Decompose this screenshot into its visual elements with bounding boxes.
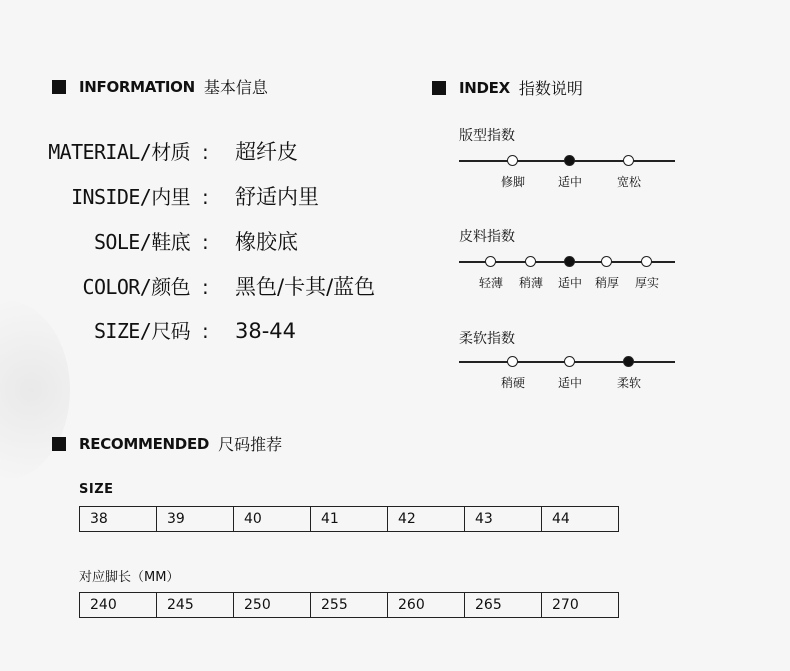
info-row-inside	[0, 182, 420, 212]
fit-index-scale	[459, 151, 675, 187]
index-heading	[432, 76, 583, 99]
scale-dot	[623, 356, 634, 367]
recommended-heading	[52, 432, 282, 455]
scale-dot	[564, 155, 575, 166]
size-table	[79, 506, 619, 532]
size-cell: 40	[234, 507, 311, 532]
information-heading-en: INFORMATION	[79, 77, 195, 96]
leather-index-title: 皮料指数	[459, 229, 515, 245]
scale-dot	[623, 155, 634, 166]
info-value: 橡胶底	[235, 230, 298, 254]
fit-index-title: 版型指数	[459, 128, 515, 144]
square-bullet-icon	[52, 80, 66, 94]
scale-dot	[564, 356, 575, 367]
info-value: 舒适内里	[235, 185, 319, 209]
softness-index-scale	[459, 352, 675, 388]
info-value: 黑色/卡其/蓝色	[235, 275, 376, 299]
scale-dot	[507, 155, 518, 166]
foot-length-cell: 260	[388, 593, 465, 618]
scale-dot	[507, 356, 518, 367]
foot-length-cell: 265	[465, 593, 542, 618]
info-colon: :	[202, 230, 209, 254]
size-cell: 39	[157, 507, 234, 532]
square-bullet-icon	[52, 437, 66, 451]
scale-label: 轻薄	[478, 276, 503, 290]
information-heading-cn: 基本信息	[203, 78, 268, 97]
scale-dot	[525, 256, 536, 267]
information-heading	[52, 75, 268, 98]
info-value: 38-44	[235, 319, 297, 343]
info-row-size	[0, 316, 420, 346]
info-value: 超纤皮	[235, 140, 298, 164]
foot-length-cell: 240	[80, 593, 157, 618]
scale-label: 宽松	[616, 175, 641, 189]
index-heading-en: INDEX	[459, 78, 510, 97]
size-cell: 42	[388, 507, 465, 532]
square-bullet-icon	[432, 81, 446, 95]
foot-length-title: 对应脚长（MM）	[79, 570, 180, 585]
leather-index-scale	[459, 252, 675, 288]
info-row-sole	[0, 227, 420, 257]
size-table-title: SIZE	[79, 482, 114, 497]
scale-label: 适中	[557, 175, 582, 189]
scale-label: 稍硬	[500, 376, 525, 390]
scale-label: 适中	[557, 376, 582, 390]
size-cell: 43	[465, 507, 542, 532]
scale-dot	[564, 256, 575, 267]
info-colon: :	[202, 275, 209, 299]
scale-label: 柔软	[616, 376, 641, 390]
scale-label: 稍厚	[594, 276, 619, 290]
size-cell: 41	[311, 507, 388, 532]
foot-length-cell: 255	[311, 593, 388, 618]
info-colon: :	[202, 319, 209, 343]
info-colon: :	[202, 140, 209, 164]
table-row	[80, 507, 619, 532]
info-label: SIZE/尺码	[93, 319, 190, 343]
info-label: COLOR/颜色	[82, 275, 190, 299]
size-cell: 38	[80, 507, 157, 532]
scale-dot	[601, 256, 612, 267]
foot-length-cell: 250	[234, 593, 311, 618]
table-row	[80, 593, 619, 618]
foot-length-table	[79, 592, 619, 618]
size-cell: 44	[542, 507, 619, 532]
scale-dot	[485, 256, 496, 267]
scale-label: 修脚	[500, 175, 525, 189]
info-label: SOLE/鞋底	[93, 230, 190, 254]
softness-index-title: 柔软指数	[459, 331, 515, 347]
info-label: INSIDE/内里	[71, 185, 190, 209]
scale-label: 厚实	[634, 276, 659, 290]
scale-label: 稍薄	[518, 276, 543, 290]
info-label: MATERIAL/材质	[48, 140, 190, 164]
info-colon: :	[202, 185, 209, 209]
scale-label: 适中	[557, 276, 582, 290]
recommended-heading-en: RECOMMENDED	[79, 434, 210, 453]
index-heading-cn: 指数说明	[518, 79, 583, 98]
info-row-material	[0, 137, 420, 167]
foot-length-cell: 270	[542, 593, 619, 618]
info-row-color	[0, 272, 420, 302]
scale-dot	[641, 256, 652, 267]
foot-length-cell: 245	[157, 593, 234, 618]
recommended-heading-cn: 尺码推荐	[218, 435, 283, 454]
